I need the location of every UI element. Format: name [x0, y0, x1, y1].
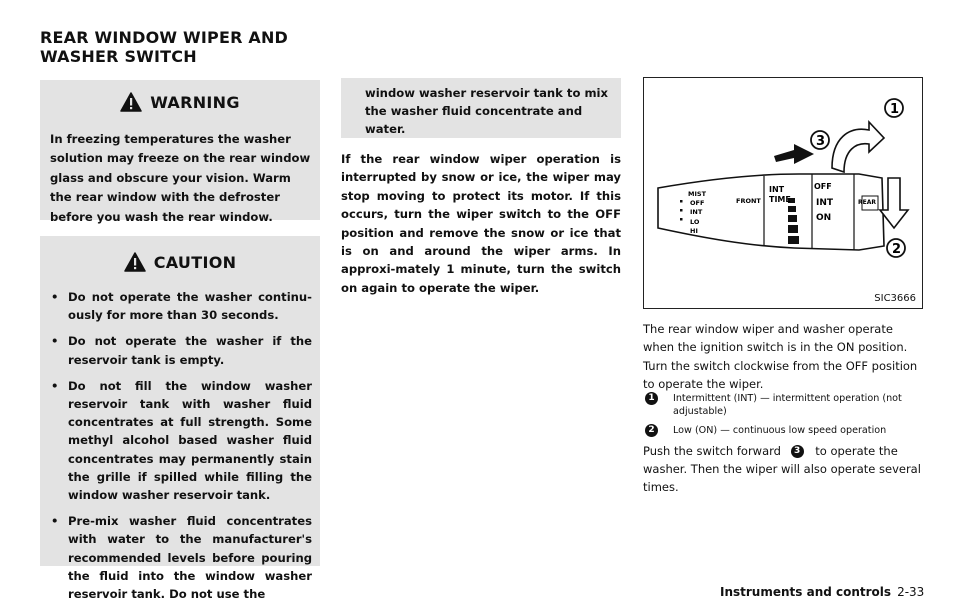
- figure-code: SIC3666: [874, 293, 916, 304]
- item-number-1: 1: [645, 392, 658, 405]
- caution-header: [40, 252, 320, 272]
- push-text-b: to operate the washer. Then the wiper will also operate several times.: [643, 444, 921, 495]
- push-paragraph: [643, 442, 923, 497]
- callout-1: 1: [890, 102, 900, 117]
- callout-3: 3: [816, 134, 826, 149]
- warning-header: [40, 92, 320, 112]
- push-arrow-icon: [774, 144, 814, 164]
- list-item-low: [643, 424, 923, 437]
- wiper-switch-illustration: [644, 78, 922, 308]
- label-off-rear: OFF: [814, 182, 832, 191]
- push-text-a: Push the switch forward: [643, 444, 781, 458]
- label-int-time-1: INT: [769, 185, 785, 194]
- caution-continuation-box: [341, 78, 621, 138]
- caution-list: [50, 288, 312, 611]
- label-front: FRONT: [736, 197, 761, 205]
- label-on-rear: ON: [816, 213, 832, 223]
- caution-item: • Do not operate the washer if the reservoir tank is empty.: [50, 332, 312, 368]
- caution-heading: CAUTION: [153, 252, 237, 272]
- caution-item: • Do not fill the window washer reservoir tank with washer fluid concentrates at full strength. Some methyl alcohol based washer fluid concentrates may permanently stain the grille if spilled while filling the window washer reservoir tank.: [50, 377, 312, 504]
- caution-item: • Do not operate the washer continu-ously for more than 30 seconds.: [50, 288, 312, 324]
- turn-paragraph: Turn the switch clockwise from the OFF position to operate the wiper.: [643, 359, 918, 392]
- item-text-1: Intermittent (INT) — intermittent operation (not adjustable): [673, 393, 902, 417]
- caution-continuation-text: window washer reservoir tank to mix the washer fluid concentrate and water.: [365, 86, 609, 137]
- ignition-paragraph: The rear window wiper and washer operate when the ignition switch is in the ON position.: [643, 322, 908, 355]
- rotate-arrow-icon: [832, 122, 884, 172]
- callout-2: 2: [892, 242, 902, 257]
- page-number: 2-33: [897, 585, 925, 599]
- warning-heading: WARNING: [150, 92, 240, 112]
- label-int-time-2: TIME: [769, 195, 791, 204]
- footer-section: Instruments and controls: [720, 585, 892, 599]
- label-int: INT: [690, 208, 703, 216]
- push-number-3: 3: [791, 445, 804, 458]
- caution-triangle-icon: [124, 252, 146, 272]
- title-line-2: WASHER SWITCH: [40, 47, 197, 66]
- label-mist: MIST: [688, 190, 707, 198]
- title-line-1: REAR WINDOW WIPER AND: [40, 28, 289, 47]
- item-text-2: Low (ON) — continuous low speed operation: [673, 425, 887, 436]
- page-title: [40, 28, 288, 66]
- label-int-rear: INT: [816, 198, 834, 208]
- page-footer: [720, 585, 924, 599]
- snow-ice-paragraph: If the rear window wiper operation is interrupted by snow or ice, the wiper may stop moving to protect its motor. If this occurs, turn the wiper switch to the OFF position and remove the snow or ice that is on and around the wiper arms. In approxi-mately 1 minute, turn the switch on again to operate the wiper.: [341, 152, 621, 295]
- warning-text: In freezing temperatures the washer solution may freeze on the rear window glass and obscure your vision. Warm the rear window with the defroster before you wash the rear window.: [50, 132, 311, 224]
- caution-item: • Pre-mix washer fluid concentrates with water to the manufacturer's recommended levels before pouring the fluid into the window washer reservoir tank. Do not use the: [50, 512, 312, 603]
- label-hi: HI: [690, 227, 698, 235]
- label-off: OFF: [690, 199, 705, 207]
- item-number-2: 2: [645, 424, 658, 437]
- warning-box: [40, 80, 320, 224]
- label-lo: LO: [690, 218, 700, 226]
- warning-triangle-icon: [120, 92, 142, 112]
- caution-box: [40, 236, 320, 602]
- wiper-switch-figure: [643, 77, 923, 309]
- down-arrow-icon: [880, 178, 908, 228]
- label-rear: REAR: [858, 199, 876, 206]
- list-item-intermittent: [643, 392, 923, 418]
